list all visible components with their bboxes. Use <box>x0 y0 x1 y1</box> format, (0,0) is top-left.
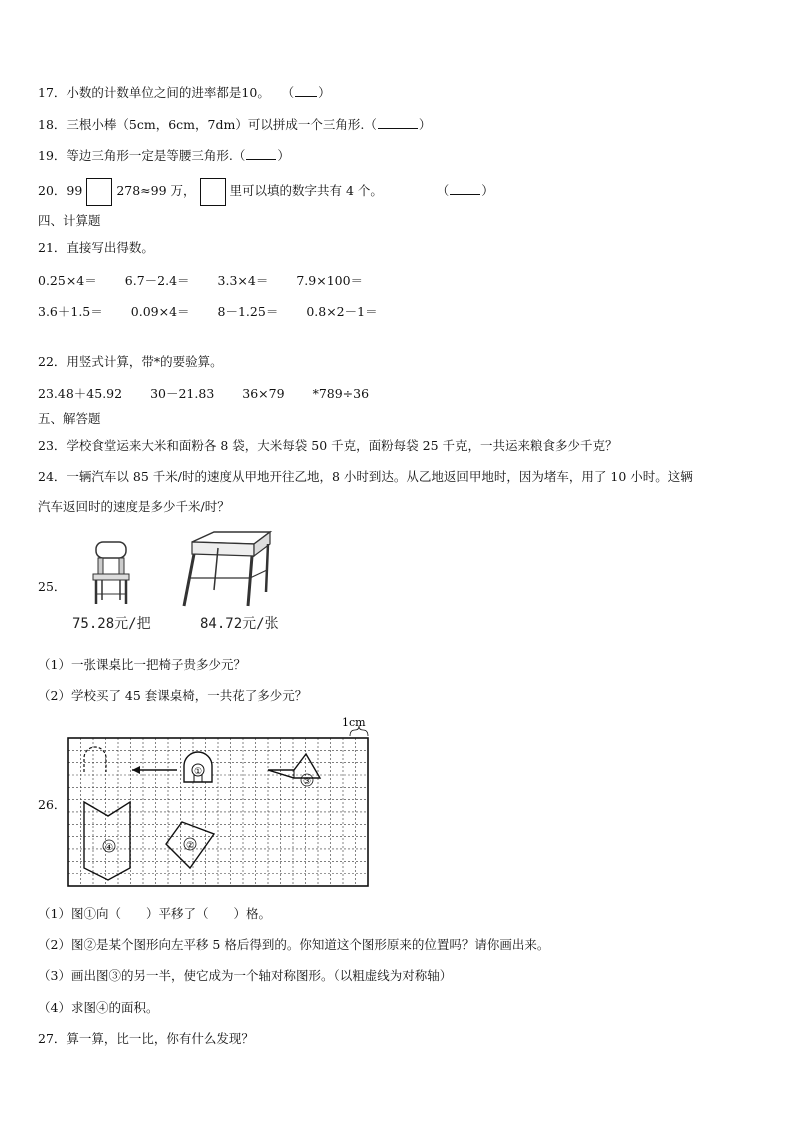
grid-figure <box>62 716 374 892</box>
chair-price: 75.28元/把 <box>72 616 151 632</box>
question-number: 21． <box>38 240 67 255</box>
arrow-head <box>132 766 140 774</box>
question-text: 用竖式计算，带*的要验算。 <box>66 354 223 369</box>
question-21 <box>38 240 154 256</box>
calc-row-2 <box>38 304 406 320</box>
question-26-sub1: （1）图①向（ ）平移了（ ）格。 <box>38 906 271 921</box>
answer-paren-left: （ <box>364 117 377 132</box>
calc-item: 3.6＋1.5＝ <box>38 304 103 319</box>
calc-item: 36×79 <box>242 386 285 401</box>
question-number: 20． <box>38 183 67 198</box>
question-20 <box>38 177 494 206</box>
answer-paren-right: ） <box>481 183 494 198</box>
answer-blank[interactable] <box>246 147 276 160</box>
fill-box[interactable] <box>86 178 112 206</box>
shape-3-label: ③ <box>303 777 312 787</box>
calc-item: *789÷36 <box>312 386 370 401</box>
answer-blank[interactable] <box>295 84 317 97</box>
question-17 <box>38 84 331 101</box>
calc-item: 30－21.83 <box>150 386 215 401</box>
calc-item: 23.48＋45.92 <box>38 386 123 401</box>
question-number: 22． <box>38 354 67 369</box>
question-text: 学校食堂运来大米和面粉各 8 袋，大米每袋 50 千克，面粉每袋 25 千克，一共运来粮食多少千克？ <box>66 438 618 453</box>
shape-4-label: ④ <box>105 843 114 853</box>
question-26-sub4: （4）求图④的面积。 <box>38 1000 159 1015</box>
scale-label: 1cm <box>342 716 366 729</box>
vertical-calc-row <box>38 386 397 402</box>
chair-image <box>86 540 136 610</box>
question-text: 直接写出得数。 <box>66 240 154 255</box>
calc-item: 3.3×4＝ <box>217 273 269 288</box>
shape-4 <box>84 802 130 880</box>
question-text: 等边三角形一定是等腰三角形. <box>66 148 233 163</box>
number-part-b: 278≈99 万， <box>116 183 196 198</box>
question-23 <box>38 438 618 454</box>
question-26-sub2: （2）图②是某个图形向左平移 5 格后得到的。你知道这个图形原来的位置吗？请你画出来。 <box>38 937 550 952</box>
calc-item: 7.9×100＝ <box>296 273 364 288</box>
number-part-a: 99 <box>66 183 83 198</box>
question-19 <box>38 147 290 164</box>
question-number: 17． <box>38 85 67 100</box>
answer-paren-right: ） <box>318 85 331 100</box>
shape-2-label: ② <box>186 841 195 851</box>
question-number: 18． <box>38 117 67 132</box>
shape-dashed-arch <box>84 747 106 772</box>
question-text: 三根小棒（5cm，6cm，7dm）可以拼成一个三角形. <box>66 117 365 132</box>
question-text: 小数的计数单位之间的进率都是10。 <box>66 85 270 100</box>
question-text: 里可以填的数字共有 4 个。 <box>229 183 383 198</box>
question-24 <box>38 469 693 485</box>
shape-1-label: ① <box>194 767 203 777</box>
question-27 <box>38 1031 254 1047</box>
question-22 <box>38 354 223 370</box>
question-18 <box>38 116 431 133</box>
answer-paren-right: ） <box>418 117 432 132</box>
calc-item: 0.09×4＝ <box>130 304 190 319</box>
calc-row-1 <box>38 273 391 289</box>
question-25-number: 25． <box>38 579 67 594</box>
answer-paren-left: （ <box>287 85 295 100</box>
calc-item: 0.8×2－1＝ <box>306 304 378 319</box>
desk-image <box>178 530 276 612</box>
question-26-number: 26． <box>38 797 67 812</box>
answer-paren-left: （ <box>232 148 246 163</box>
question-24-cont: 汽车返回时的速度是多少千米/时？ <box>38 499 230 514</box>
question-26-sub3: （3）画出图③的另一半，使它成为一个轴对称图形。（以粗虚线为对称轴） <box>38 968 453 983</box>
desk-price: 84.72元/张 <box>200 616 279 632</box>
question-text: 算一算，比一比，你有什么发现？ <box>66 1031 254 1046</box>
question-number: 24． <box>38 469 67 484</box>
calc-item: 6.7－2.4＝ <box>124 273 190 288</box>
question-number: 27． <box>38 1031 67 1046</box>
section-heading-4: 四、计算题 <box>38 213 101 228</box>
question-25-sub1: （1）一张课桌比一把椅子贵多少元？ <box>38 657 246 672</box>
answer-blank[interactable] <box>378 116 418 129</box>
answer-paren-left: （ <box>442 183 450 198</box>
answer-paren-right: ） <box>277 148 290 163</box>
section-heading-5: 五、解答题 <box>38 411 101 426</box>
answer-blank[interactable] <box>450 182 480 195</box>
calc-item: 0.25×4＝ <box>38 273 97 288</box>
question-number: 23． <box>38 438 67 453</box>
question-number: 19． <box>38 148 67 163</box>
question-text: 一辆汽车以 85 千米/时的速度从甲地开往乙地，8 小时到达。从乙地返回甲地时，因为堵车，用了 10 小时。这辆 <box>66 469 693 484</box>
question-25-sub2: （2）学校买了 45 套课桌椅，一共花了多少元？ <box>38 688 308 703</box>
fill-box[interactable] <box>200 178 226 206</box>
calc-item: 8－1.25＝ <box>217 304 279 319</box>
